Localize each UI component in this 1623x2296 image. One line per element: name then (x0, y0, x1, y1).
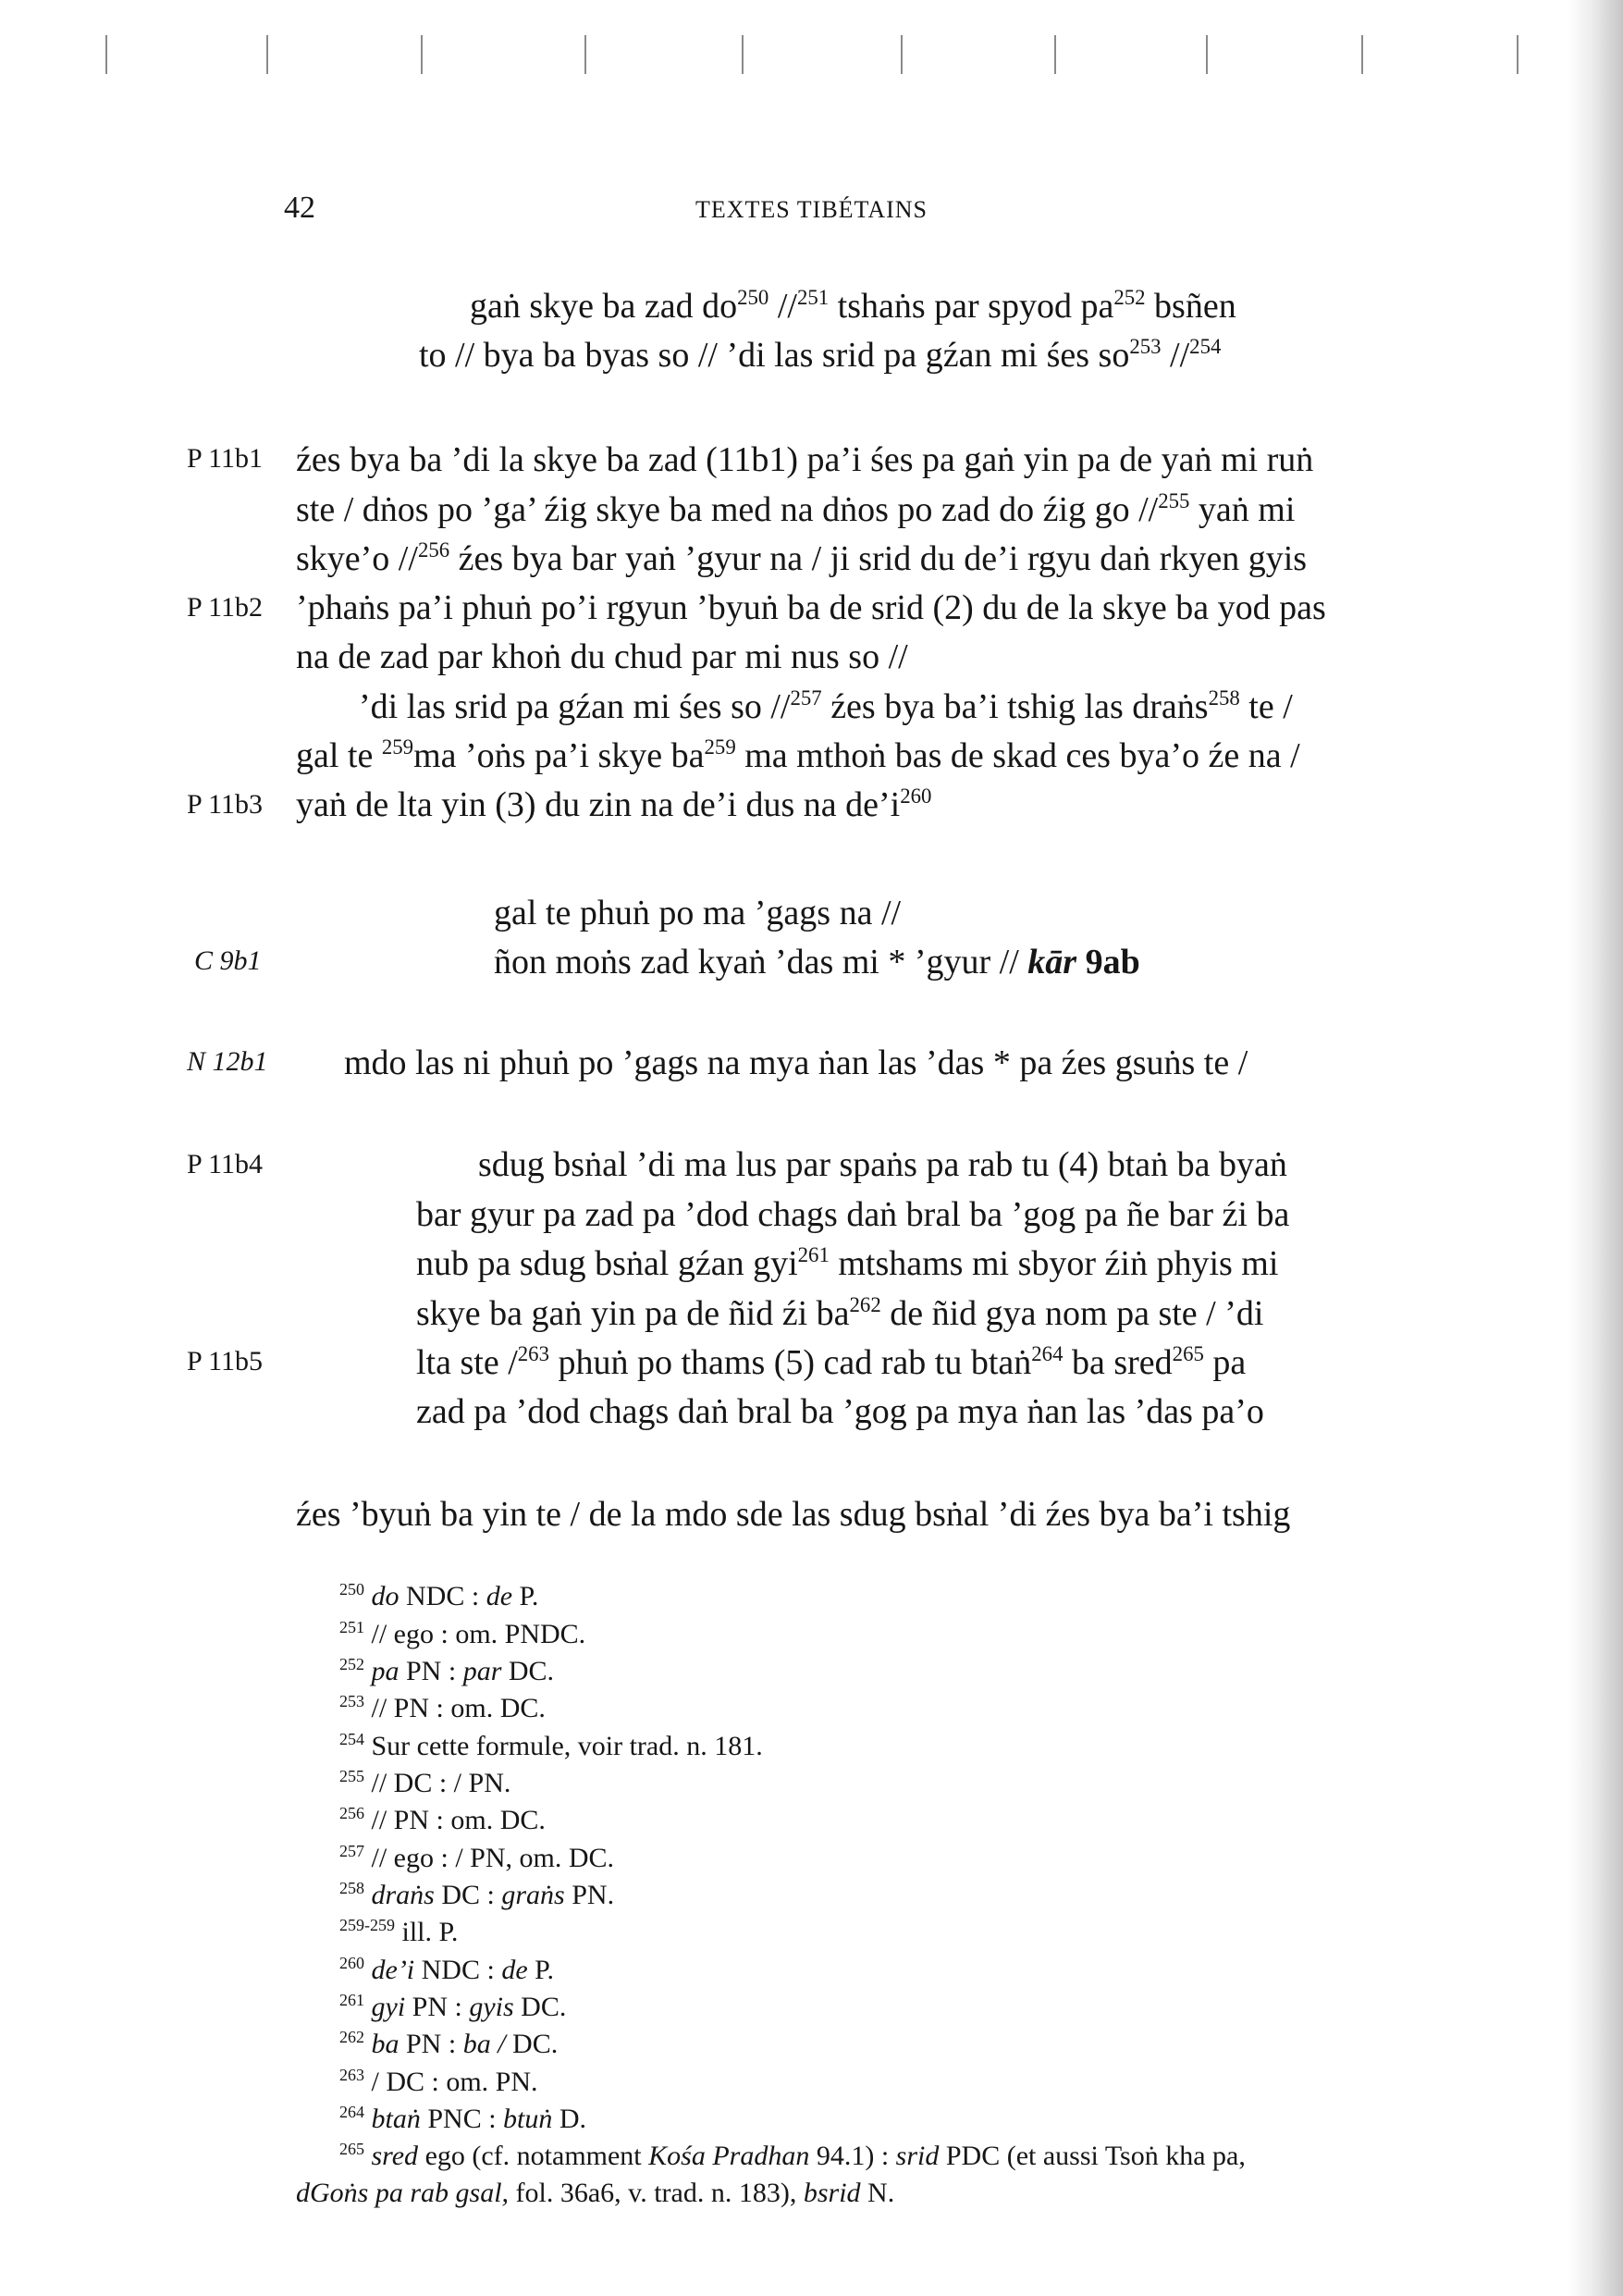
text-line: ’phaṅs pa’i phuṅ po’i rgyun ’byuṅ ba de srid (2) du de la skye ba yod pas (296, 588, 1326, 627)
text-line: mdo las ni phuṅ po ’gags na mya ṅan las ’das * pa źes gsuṅs te / (344, 1043, 1248, 1082)
text-line: sdug bsṅal ’di ma lus par spaṅs pa rab tu (4) btaṅ ba byaṅ (478, 1145, 1287, 1184)
footnote: $^{251}$ // ego : om. PNDC. (339, 1617, 586, 1649)
page-number: 42 (284, 191, 315, 225)
footnote: $^{258}$ draṅs DC : graṅs PN. (339, 1878, 615, 1910)
text-line: skye ba gaṅ yin pa de ñid źi $ba^{262}$ de ñid gya nom pa ste / ’di (416, 1292, 1264, 1333)
margin-ref-p11b1: P 11b1 (187, 443, 263, 474)
margin-ref-p11b4: P 11b4 (187, 1149, 263, 1179)
footnote: $^{257}$ // ego : / PN, om. DC. (339, 1841, 615, 1873)
text-line: ste / dṅos po ’ga’ źig skye ba med na dṅos po zad do źig go //$^{255}$ yaṅ mi (296, 488, 1296, 529)
text-line: lta ste /$^{263}$ phuṅ po thams (5) cad rab tu btaṅ$^{264}$ ba sred$^{265}$ pa (416, 1341, 1247, 1382)
text-line: ’di las srid pa gźan mi śes so //$^{257}$ źes bya ba’i tshig las draṅs$^{258}$ te / (359, 685, 1293, 726)
text-line: gal te $^{259}$ma ’oṅs pa’i skye $ba^{259}$ ma mthoṅ bas de skad ces bya’o źe na / (296, 734, 1300, 775)
text-line: yaṅ de lta yin (3) du zin na de’i dus na $de’i^{260}$ (296, 784, 932, 824)
text-line: zad pa ’dod chags daṅ bral ba ’gog pa mya ṅan las ’das pa’o (416, 1392, 1264, 1431)
footnote: $^{261}$ gyi PN : gyis DC. (339, 1990, 567, 2022)
footnote: $^{260}$ de’i NDC : de P. (339, 1953, 555, 1985)
footnote: $^{254}$ Sur cette formule, voir trad. n. 181. (339, 1729, 763, 1761)
text-line: źes bya ba ’di la skye ba zad (11b1) pa’i śes pa gaṅ yin pa de yaṅ mi ruṅ (296, 440, 1314, 479)
scan-edge-shadow (1568, 0, 1623, 2296)
footnote: $^{259-259}$ ill. P. (339, 1915, 459, 1947)
text-line: nub pa sdug bsṅal gźan gyi$^{261}$ mtshams mi sbyor źiṅ phyis mi (416, 1242, 1279, 1283)
footnote: $^{253}$ // PN : om. DC. (339, 1691, 546, 1723)
verse-line: gal te phuṅ po ma ’gags na // (494, 894, 902, 932)
text-line: skye’o //$^{256}$ źes bya bar yaṅ ’gyur na / ji srid du de’i rgyu daṅ rkyen gyis (296, 537, 1308, 578)
footnote: $^{252}$ pa PN : par DC. (339, 1654, 555, 1686)
footnote: $^{264}$ btaṅ PNC : btuṅ D. (339, 2102, 587, 2134)
scan-top-marks (102, 26, 1544, 81)
footnote: $^{256}$ // PN : om. DC. (339, 1803, 546, 1835)
margin-ref-p11b2: P 11b2 (187, 592, 263, 623)
margin-ref-p11b5: P 11b5 (187, 1346, 263, 1376)
text-line: źes ’byuṅ ba yin te / de la mdo sde las sdug bsṅal ’di źes bya ba’i tshig (296, 1495, 1291, 1534)
text-line: bar gyur pa zad pa ’dod chags daṅ bral ba ’gog pa ñe bar źi ba (416, 1195, 1290, 1234)
text-line: na de zad par khoṅ du chud par mi nus so // (296, 637, 908, 676)
footnote: $^{263}$ / DC : om. PN. (339, 2065, 538, 2097)
margin-ref-p11b3: P 11b3 (187, 789, 263, 820)
footnote: $^{262}$ ba PN : ba / DC. (339, 2027, 559, 2059)
footnote: $^{255}$ // DC : / PN. (339, 1766, 511, 1798)
footnote-continuation: dGoṅs pa rab gsal, fol. 36a6, v. trad. n. 183), bsrid N. (296, 2178, 895, 2208)
verse-line: ñon moṅs zad kyaṅ ’das mi * ’gyur // kār 9ab (494, 943, 1140, 981)
text-line: gaṅ skye ba zad $do^{250}$ //$^{251}$ tshaṅs par spyod $pa^{252}$ bsñen (470, 285, 1236, 326)
margin-ref-c9b1: C 9b1 (194, 945, 262, 976)
text-line: to // bya ba byas so // ’di las srid pa gźan mi śes $so^{253}$ //$^{254}$ (419, 334, 1222, 375)
footnote: $^{265}$ sred ego (cf. notamment Kośa Pradhan 94.1) : srid PDC (et aussi Tsoṅ kha pa, (339, 2139, 1246, 2171)
running-title: TEXTES TIBÉTAINS (695, 196, 928, 223)
footnote: $^{250}$ do NDC : de P. (339, 1579, 539, 1611)
margin-ref-n12b1: N 12b1 (187, 1046, 268, 1077)
